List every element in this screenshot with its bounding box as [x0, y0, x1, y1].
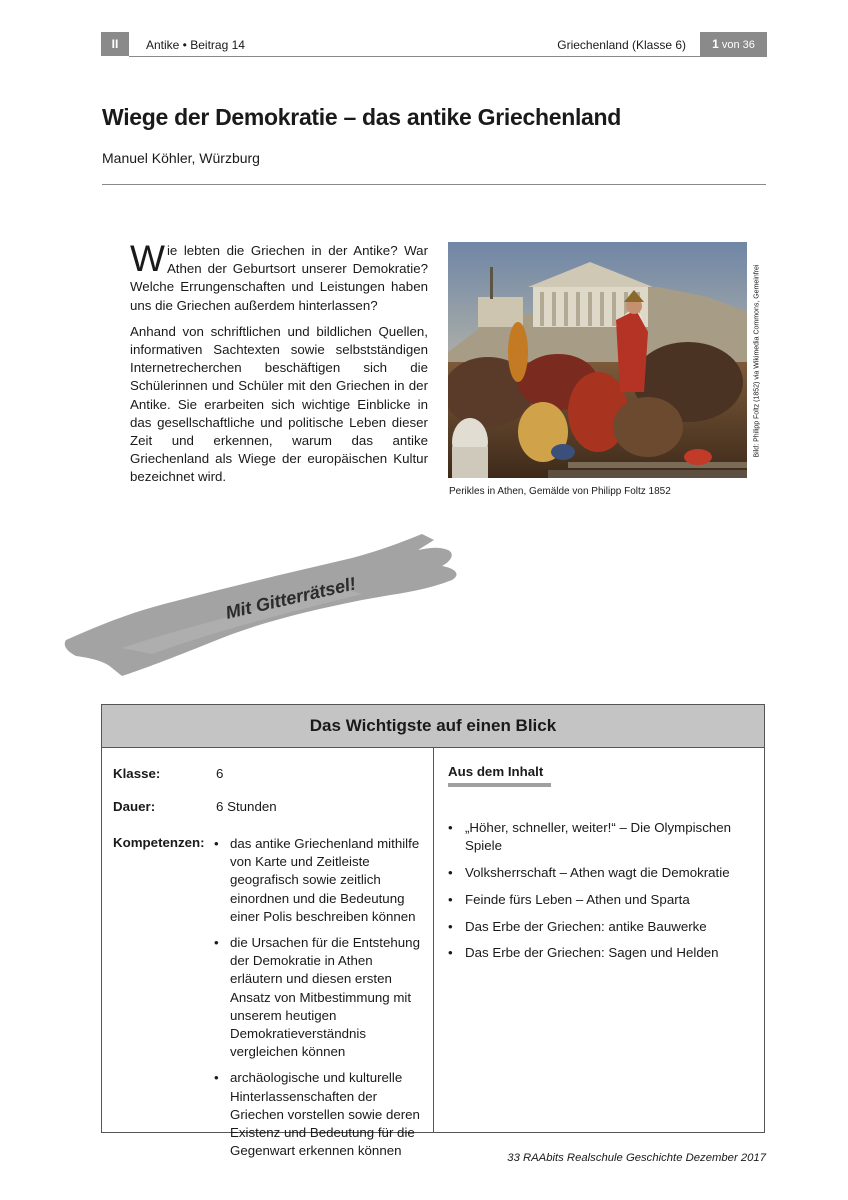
title-rule	[102, 184, 766, 185]
intro-paragraph-1-text: ie lebten die Griechen in der Antike? War Athen der Geburtsort unserer Demokratie? Welche Errungenschaften und Leistungen haben uns die Griechen außerdem hinterlassen?	[130, 243, 428, 313]
inhalt-heading: Aus dem Inhalt	[448, 764, 544, 779]
inhalt-underline	[448, 783, 551, 787]
inhalt-item: • Das Erbe der Griechen: Sagen und Helden	[448, 944, 748, 962]
image-caption: Perikles in Athen, Gemälde von Philipp Foltz 1852	[449, 486, 671, 497]
inhalt-item: • „Höher, schneller, weiter!“ – Die Olympischen Spiele	[448, 819, 748, 855]
brush-stroke-shape	[62, 528, 472, 678]
page-total: von 36	[721, 39, 755, 51]
image-credit-text: Bild: Philipp Foltz (1852) via Wikimedia Commons, Gemeinfrei	[753, 264, 761, 458]
banner-text: Mit Gitterrätsel!	[223, 573, 358, 623]
kompetenz-item: • das antike Griechenland mithilfe von Karte und Zeitleiste geografisch sowie zeitlich einordnen und die Bedeutung einer Polis beschreiben können	[214, 835, 424, 926]
page-number: 1	[712, 37, 719, 51]
section-badge: II	[101, 32, 129, 56]
image-credit	[752, 244, 762, 478]
kompetenz-item: • die Ursachen für die Entstehung der Demokratie in Athen erläutern und diesen ersten Ansatz von Mitbestimmung mit unserem heutigen Demokratieverständnis vergleichen können	[214, 934, 424, 1061]
intro-paragraph-2: Anhand von schriftlichen und bildlichen Quellen, informativen Sachtexten sowie selbstständigen Internetrecherchen beschäftigen sich die Schülerinnen und Schüler mit den Griechen in der Antike. Sie erarbeiten sich wichtige Einblicke in das gesellschaftliche und politische Leben dieser Zeit und erkennen, warum das antike Griechenland als Wiege der europäischen Kultur bezeichnet wird.	[130, 323, 428, 485]
painting-illustration	[448, 242, 747, 478]
series-label: Antike • Beitrag 14	[146, 38, 245, 52]
intro-paragraph-1	[130, 238, 428, 315]
dauer-label: Dauer:	[113, 799, 156, 814]
dauer-value: 6 Stunden	[216, 799, 277, 814]
author-line: Manuel Köhler, Würzburg	[102, 150, 260, 166]
inhalt-item: • Das Erbe der Griechen: antike Bauwerke	[448, 918, 748, 936]
inhalt-item: • Feinde fürs Leben – Athen und Sparta	[448, 891, 748, 909]
kompetenzen-label: Kompetenzen:	[113, 835, 205, 850]
page-footer: 33 RAAbits Realschule Geschichte Dezember 2017	[507, 1152, 766, 1164]
kompetenzen-list	[214, 835, 424, 1168]
gitterraetsel-banner	[62, 528, 472, 678]
painting-image	[448, 242, 747, 478]
kompetenz-item: • archäologische und kulturelle Hinterlassenschaften der Griechen vorstellen sowie deren Existenz und Bedeutung für die Gegenwart erkennen können	[214, 1069, 424, 1160]
klasse-label: Klasse:	[113, 766, 161, 781]
page-title: Wiege der Demokratie – das antike Griechenland	[102, 104, 622, 130]
inhalt-list	[448, 819, 748, 971]
summary-heading: Das Wichtigste auf einen Blick	[102, 705, 764, 748]
topic-label: Griechenland (Klasse 6)	[557, 38, 686, 52]
summary-column-divider	[433, 747, 434, 1133]
page-indicator	[700, 32, 767, 56]
drop-cap: W	[130, 238, 165, 279]
inhalt-item: • Volksherrschaft – Athen wagt die Demokratie	[448, 864, 748, 882]
intro-text	[130, 238, 428, 495]
klasse-value: 6	[216, 766, 224, 781]
header-rule	[129, 56, 767, 57]
